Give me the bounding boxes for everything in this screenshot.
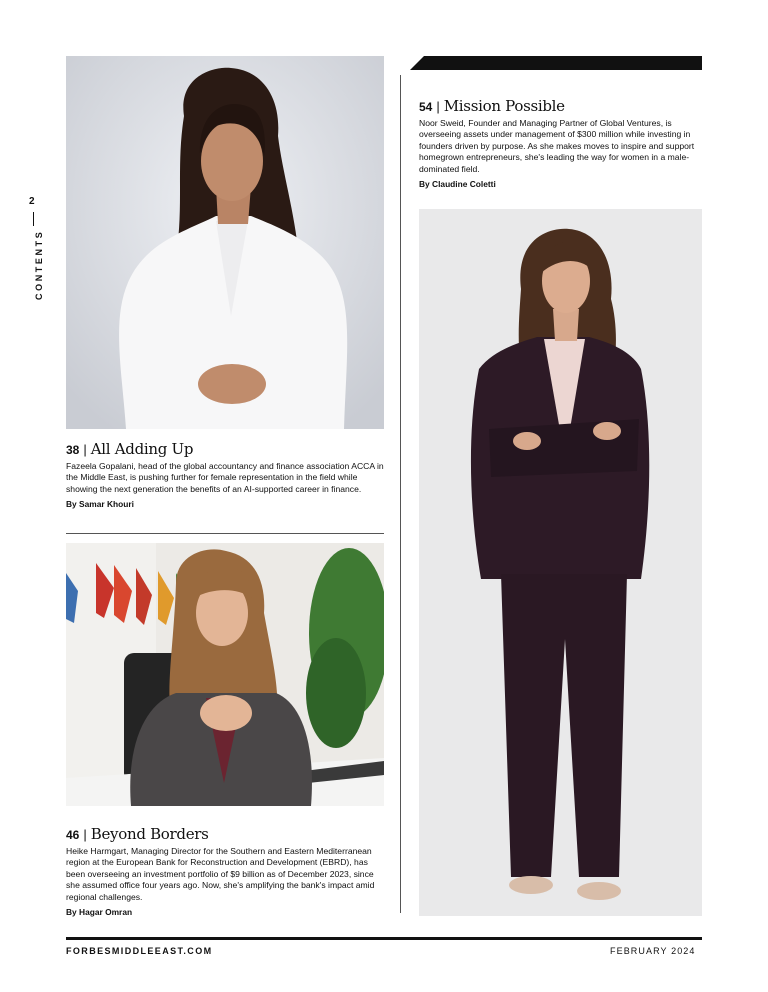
heading-separator: | (436, 99, 440, 114)
heading-separator: | (83, 827, 87, 842)
article-mission-possible (419, 97, 702, 189)
side-divider (33, 212, 34, 226)
article-title[interactable]: Mission Possible (443, 97, 565, 115)
article-description: Fazeela Gopalani, head of the global accountancy and finance association ACCA in the Middle East, is pushing further for female representation in the field while showing the next generation the benefits of an AI-supported career in finance. (66, 461, 384, 494)
section-label: CONTENTS (34, 229, 44, 300)
article-description: Heike Harmgart, Managing Director for the Southern and Eastern Mediterranean region at the European Bank for Reconstruction and Development (EBRD), has been overseeing an investment portfolio of $9 billion as of December 2023, since she assumed office four years ago. Now, she's amplifying the bank's impact amid regional challenges. (66, 846, 375, 902)
page-number: 2 (29, 196, 35, 207)
photo-fazeela-gopalani (66, 56, 384, 429)
column-divider (400, 75, 401, 913)
heading-separator: | (83, 442, 87, 457)
article-page-number: 46 (66, 828, 80, 842)
article-page-number: 54 (419, 100, 433, 114)
article-byline: By Samar Khouri (66, 499, 134, 510)
footer-site-link[interactable]: FORBESMIDDLEEAST.COM (66, 946, 213, 956)
photo-noor-sweid (419, 209, 702, 916)
footer-rule (66, 937, 702, 940)
article-byline: By Hagar Omran (66, 907, 133, 918)
article-page-number: 38 (66, 443, 80, 457)
article-byline: By Claudine Coletti (419, 179, 496, 190)
article-description: Noor Sweid, Founder and Managing Partner of Global Ventures, is overseeing assets under management of $300 million while investing in founders driven by purpose. As she makes moves to inspire and support homegrown entrepreneurs, she's leading the way for women in a male-dominated field. (419, 118, 695, 174)
article-title[interactable]: Beyond Borders (90, 825, 209, 843)
header-banner (410, 56, 702, 70)
article-heading (66, 440, 384, 458)
article-beyond-borders (66, 825, 384, 917)
section-divider (66, 533, 384, 534)
article-heading (66, 825, 384, 843)
article-all-adding-up (66, 440, 384, 509)
article-heading (419, 97, 702, 115)
footer-issue-date: FEBRUARY 2024 (610, 946, 696, 956)
photo-heike-harmgart (66, 543, 384, 806)
article-title[interactable]: All Adding Up (90, 440, 194, 458)
